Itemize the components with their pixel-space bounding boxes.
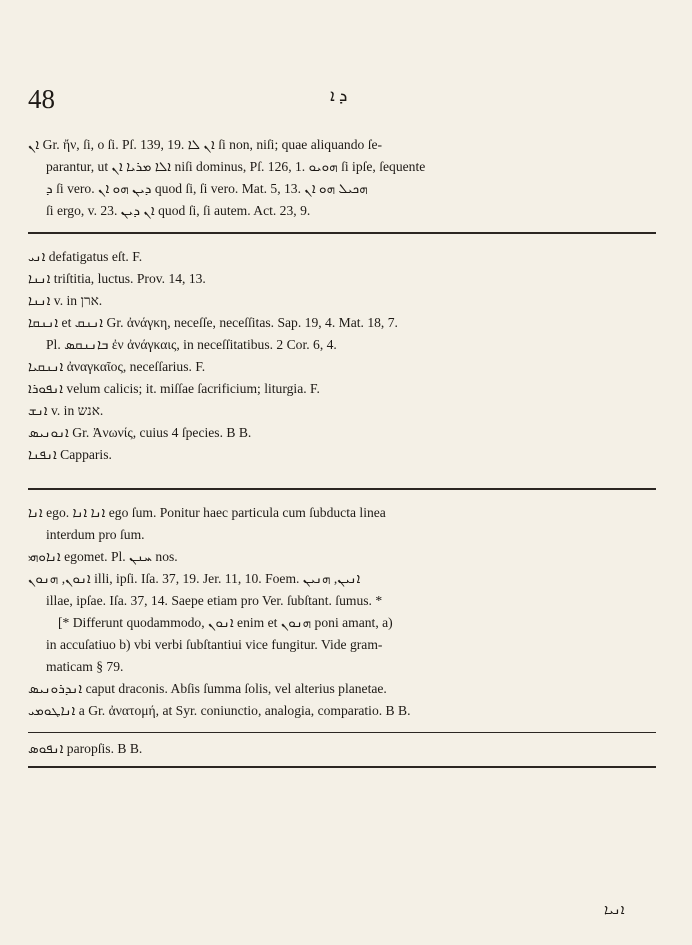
text-line: ܐܢܐܘܗܝ egomet. Pl. ܚܢܢ nos. <box>28 549 178 564</box>
text-line: ܐܢ Gr. ἤν, ſi, o ſi. Pſ. 139, 19. ܐܢ ܠܐ ſi non, niſi; quae aliquando ſe- <box>28 137 383 152</box>
text-line: maticam § 79. <box>46 659 124 674</box>
running-head-mark: ܕ ܐ <box>330 86 348 105</box>
text-line: ܐܢܢܐ triſtitia, luctus. Prov. 14, 13. <box>28 271 206 286</box>
text-line: ܐܢܦܢܐ Capparis. <box>28 447 112 462</box>
text-line: ܐܢܐܛܘܡܝ a Gr. ἀνατομή, at Syr. coniunctio, analogia, comparatio. B B. <box>28 703 411 718</box>
text-line: ܐܢܢܩܐ et ܐܢܢܩ Gr. ἀνάγκη, neceſſe, neceſſitas. Sap. 19, 4. Mat. 18, 7. <box>28 315 398 330</box>
text-line: interdum pro ſum. <box>46 527 145 542</box>
text-line: ܐܢܢܐ v. in ארן. <box>28 293 103 308</box>
text-line: parantur, ut ܐܠܐ ܡܪܝܐ ܐܢ niſi dominus, Pſ. 126, 1. ܗܘܝܘ ſi ipſe, ſequente <box>46 159 426 174</box>
section-rule <box>28 232 656 234</box>
section-rule <box>28 732 656 733</box>
text-line: illae, ipſae. Iſa. 37, 14. Saepe etiam pro Ver. ſubſtant. ſumus. * <box>46 593 383 608</box>
text-line: ܐܢܢܩܝܐ ἀναγκαῖος, neceſſarius. F. <box>28 359 206 374</box>
text-line: ܕ ſi vero. ܕܝܢ ܗܘ ܐܢ quod ſi, ſi vero. Mat. 5, 13. ܗܟܝܠ ܗܘ ܐܢ <box>46 181 368 196</box>
entry-block-2 <box>28 246 654 466</box>
text-line: ܐܢܝ defatigatus eſt. F. <box>28 249 143 264</box>
text-line: ܐܢܘܢ, ܗܢܘܢ illi, ipſi. Iſa. 37, 19. Jer. 11, 10. Foem. ܐܢܝܢ, ܗܢܝܢ <box>28 571 361 586</box>
text-line: ܐܢܘܢܝܣ Gr. Ἀνωνίς, cuius 4 ſpecies. B B. <box>28 425 252 440</box>
text-line: ܐܢܦܘܣ paropſis. B B. <box>28 741 143 756</box>
text-line: [* Differunt quodammodo, ܐܢܘܢ enim et ܗܢܘܢ poni amant, a) <box>58 615 393 630</box>
text-line: ܐܢܕܪܘܢܝܣ caput draconis. Abſis ſumma ſolis, vel alterius planetae. <box>28 681 387 696</box>
text-line: ܐܢܦܘܪܐ velum calicis; it. miſſae ſacrificium; liturgia. F. <box>28 381 320 396</box>
text-line: ܐܢܐ ego. ܐܢܐ ܐܢܐ ego ſum. Ponitur haec particula cum ſubducta linea <box>28 505 386 520</box>
text-line: ܐܢܫ v. in אנש. <box>28 403 104 418</box>
text-line: ſi ergo, v. 23. ܐܢ ܕܝܢ quod ſi, ſi autem. Act. 23, 9. <box>46 203 311 218</box>
section-rule <box>28 488 656 490</box>
entry-block-4 <box>28 738 654 760</box>
catchword: ܐܢܝܐ <box>604 902 625 918</box>
text-line: Pl. ܒܐܢܢܩܣ ἐν ἀνάγκαις, in neceſſitatibus. 2 Cor. 6, 4. <box>46 337 337 352</box>
entry-block-1 <box>28 134 654 222</box>
entry-block-3 <box>28 502 654 722</box>
page-number: 48 <box>28 84 55 114</box>
section-rule <box>28 766 656 768</box>
text-line: in accuſatiuo b) vbi verbi ſubſtantiui vice fungitur. Vide gram- <box>46 637 383 652</box>
